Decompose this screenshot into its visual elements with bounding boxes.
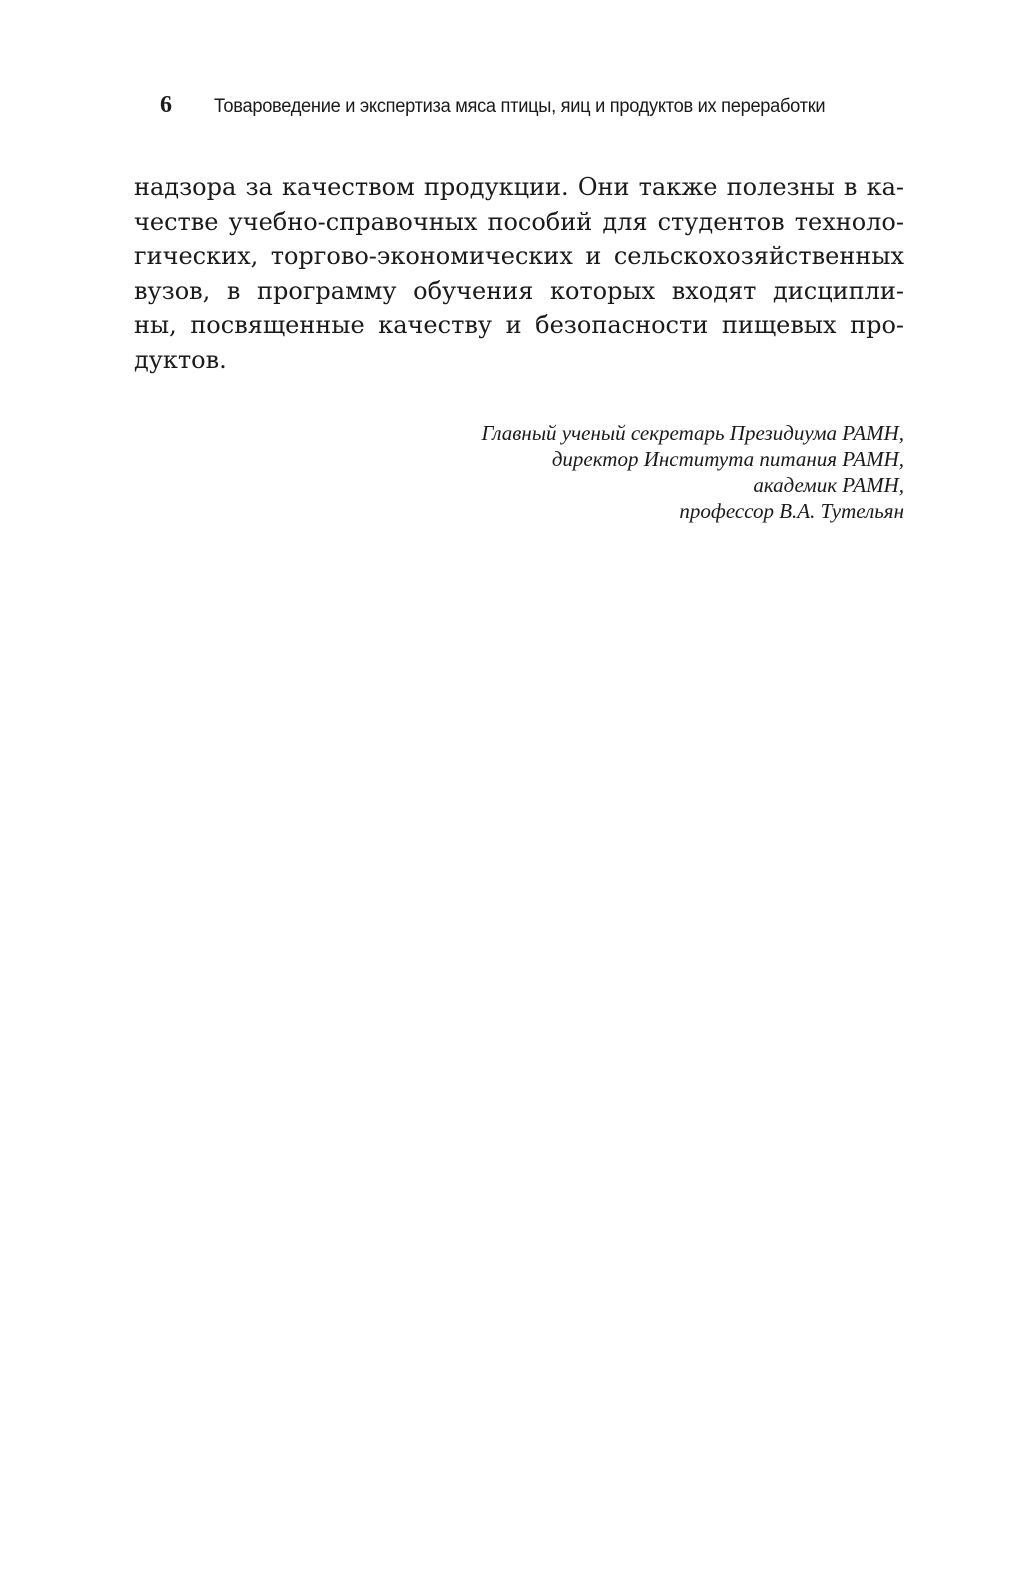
body-line: надзора за качеством продукции. Они также полезны в ка- <box>134 173 904 201</box>
signature-block <box>482 420 904 524</box>
signature-name-line: профессор В.А. Тутельян <box>679 499 904 523</box>
body-line: ны, посвященные качеству и безопасности пищевых про- <box>134 311 904 339</box>
running-head <box>160 92 905 128</box>
signature-position-line: директор Института питания РАМН, <box>551 447 904 471</box>
body-line: вузов, в программу обучения которых входят дисципли- <box>134 276 904 305</box>
signature-title-line: Главный ученый секретарь Президиума РАМН, <box>481 421 904 445</box>
signature-rank-line: академик РАМН, <box>753 473 904 497</box>
body-line: гических, торгово-экономических и сельскохозяйственных <box>134 242 904 270</box>
body-line: дуктов. <box>134 345 227 374</box>
running-title: Товароведение и экспертиза мяса птицы, яиц и продуктов их переработки <box>214 96 826 117</box>
body-paragraph <box>134 170 904 377</box>
body-line: честве учебно-справочных пособий для студентов техноло- <box>134 207 904 236</box>
page-number: 6 <box>160 92 172 118</box>
